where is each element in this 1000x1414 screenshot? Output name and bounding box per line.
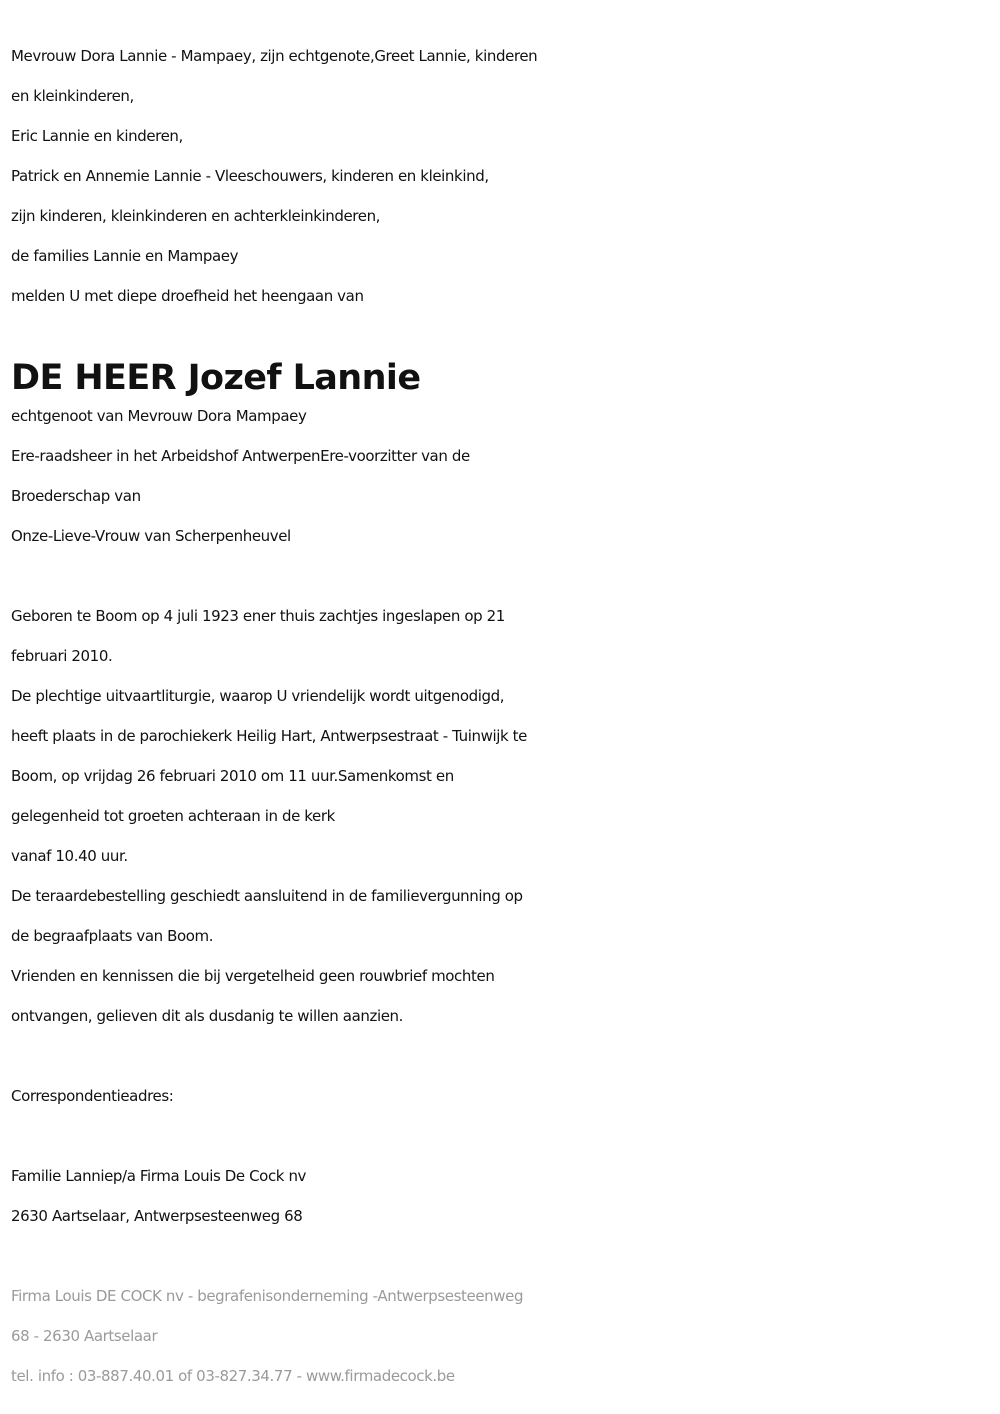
funeral-details — [11, 596, 993, 1036]
intro-line: Eric Lannie en kinderen, — [11, 127, 183, 145]
detail-line: Vrienden en kennissen die bij vergetelheid geen rouwbrief mochten — [11, 967, 495, 985]
funeral-home-footer — [11, 1276, 993, 1396]
detail-line: heeft plaats in de parochiekerk Heilig Hart, Antwerpsestraat - Tuinwijk te — [11, 727, 527, 745]
spacer — [11, 1116, 993, 1156]
intro-line: de families Lannie en Mampaey — [11, 247, 239, 265]
intro-line: melden U met diepe droefheid het heengaan van — [11, 287, 364, 305]
deceased-name: DE HEER Jozef Lannie — [11, 358, 421, 398]
correspondence-address-line: Familie Lanniep/a Firma Louis De Cock nv — [11, 1167, 307, 1185]
footer-line: Firma Louis DE COCK nv - begrafenisonderneming -Antwerpsesteenweg — [11, 1287, 524, 1305]
detail-line: Boom, op vrijdag 26 februari 2010 om 11 uur.Samenkomst en — [11, 767, 454, 785]
obituary-notice — [11, 36, 993, 1396]
title-line: Broederschap van — [11, 487, 141, 505]
correspondence-label: Correspondentieadres: — [11, 1087, 174, 1105]
detail-line: de begraafplaats van Boom. — [11, 927, 214, 945]
spacer — [11, 1236, 993, 1276]
detail-line: vanaf 10.40 uur. — [11, 847, 128, 865]
footer-contact-line: tel. info : 03-887.40.01 of 03-827.34.77 - www.firmadecock.be — [11, 1367, 455, 1385]
correspondence-section — [11, 1076, 993, 1236]
title-line: echtgenoot van Mevrouw Dora Mampaey — [11, 407, 307, 425]
detail-line: gelegenheid tot groeten achteraan in de kerk — [11, 807, 335, 825]
title-line: Ere-raadsheer in het Arbeidshof AntwerpenEre-voorzitter van de — [11, 447, 470, 465]
detail-line: Geboren te Boom op 4 juli 1923 ener thuis zachtjes ingeslapen op 21 — [11, 607, 505, 625]
title-line: Onze-Lieve-Vrouw van Scherpenheuvel — [11, 527, 291, 545]
detail-line: ontvangen, gelieven dit als dusdanig te willen aanzien. — [11, 1007, 404, 1025]
intro-line: en kleinkinderen, — [11, 87, 134, 105]
footer-line: 68 - 2630 Aartselaar — [11, 1327, 158, 1345]
intro-line: Mevrouw Dora Lannie - Mampaey, zijn echtgenote,Greet Lannie, kinderen — [11, 47, 538, 65]
spacer — [11, 1036, 993, 1076]
correspondence-address-line: 2630 Aartselaar, Antwerpsesteenweg 68 — [11, 1207, 303, 1225]
intro-line: Patrick en Annemie Lannie - Vleeschouwers, kinderen en kleinkind, — [11, 167, 489, 185]
detail-line: De teraardebestelling geschiedt aansluitend in de familievergunning op — [11, 887, 523, 905]
detail-line: De plechtige uitvaartliturgie, waarop U vriendelijk wordt uitgenodigd, — [11, 687, 505, 705]
intro-line: zijn kinderen, kleinkinderen en achterkleinkinderen, — [11, 207, 381, 225]
detail-line: februari 2010. — [11, 647, 113, 665]
intro-section — [11, 36, 993, 316]
deceased-titles — [11, 396, 993, 556]
spacer — [11, 556, 993, 596]
